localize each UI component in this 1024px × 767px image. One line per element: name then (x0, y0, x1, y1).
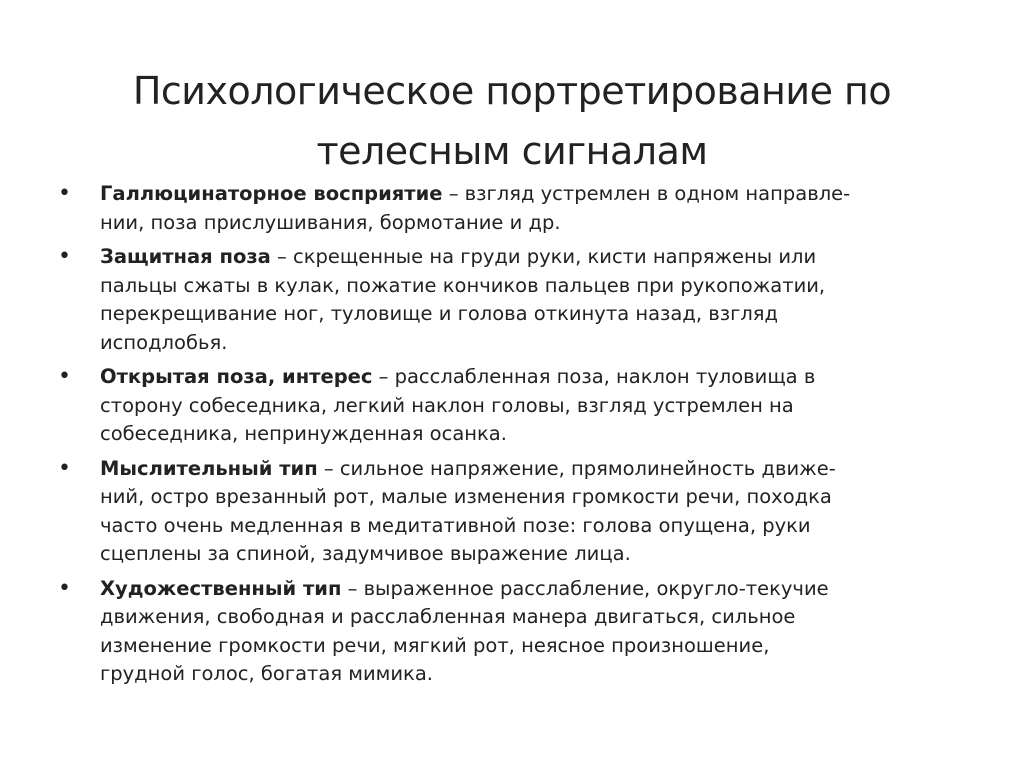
bullet-text (100, 455, 968, 569)
bullet-line (100, 363, 968, 392)
bullet-text (100, 180, 968, 237)
bullet-dot-icon: • (58, 455, 71, 481)
bullet-item (58, 363, 968, 449)
bullet-line: сцеплены за спиной, задумчивое выражение лица. (100, 542, 631, 565)
bullet-line: исподлобья. (100, 330, 228, 354)
slide-title (40, 61, 984, 181)
bullet-line: изменение громкости речи, мягкий рот, неясное произношение, (100, 633, 770, 657)
bullet-term: Открытая поза, интерес (100, 365, 373, 388)
bullet-item (58, 243, 968, 357)
bullet-term: Мыслительный тип (100, 456, 318, 480)
slide-title-line-2: телесным сигналам (316, 129, 708, 174)
bullet-line: нии, поза прислушивания, бормотание и др. (100, 210, 561, 234)
bullet-term: Художественный тип (100, 576, 342, 600)
bullet-term: Защитная поза (100, 245, 271, 268)
bullet-item (58, 180, 968, 237)
bullet-description: – сильное напряжение, прямолинейность движе- (317, 456, 836, 480)
bullet-dot-icon: • (58, 364, 71, 389)
bullet-line: пальцы сжаты в кулак, пожатие кончиков пальцев при рукопожатии, (100, 273, 826, 297)
bullet-dot-icon: • (58, 181, 71, 206)
bullet-list (58, 180, 968, 695)
bullet-line: сторону собеседника, легкий наклон головы, взгляд устремлен на (100, 393, 794, 417)
bullet-line: движения, свободная и расслабленная манера двигаться, сильное (100, 605, 796, 628)
bullet-description: – взгляд устремлен в одном направле- (442, 182, 851, 205)
bullet-dot-icon: • (58, 244, 71, 269)
bullet-line (100, 575, 968, 604)
bullet-line (100, 243, 968, 272)
bullet-line (100, 455, 968, 484)
bullet-item (58, 455, 968, 569)
bullet-dot-icon: • (58, 575, 71, 601)
bullet-line: собеседника, непринужденная осанка. (100, 422, 507, 445)
bullet-line: грудной голос, богатая мимика. (100, 662, 433, 685)
bullet-description: – расслабленная поза, наклон туловища в (372, 365, 816, 388)
bullet-text (100, 243, 968, 357)
bullet-text (100, 363, 968, 449)
bullet-description: – выраженное расслабление, округло-текучие (341, 576, 829, 600)
bullet-line: ний, остро врезанный рот, малые изменения громкости речи, походка (100, 485, 832, 508)
bullet-line: часто очень медленная в медитативной позе: голова опущена, руки (100, 513, 811, 537)
bullet-line: перекрещивание ног, туловище и голова откинута назад, взгляд (100, 302, 779, 325)
bullet-line (100, 180, 968, 209)
bullet-text (100, 575, 968, 689)
bullet-description: – скрещенные на груди руки, кисти напряжены или (270, 245, 817, 268)
slide-title-line-1: Психологическое портретирование по (132, 69, 892, 114)
bullet-term: Галлюцинаторное восприятие (100, 182, 443, 205)
bullet-item (58, 575, 968, 689)
